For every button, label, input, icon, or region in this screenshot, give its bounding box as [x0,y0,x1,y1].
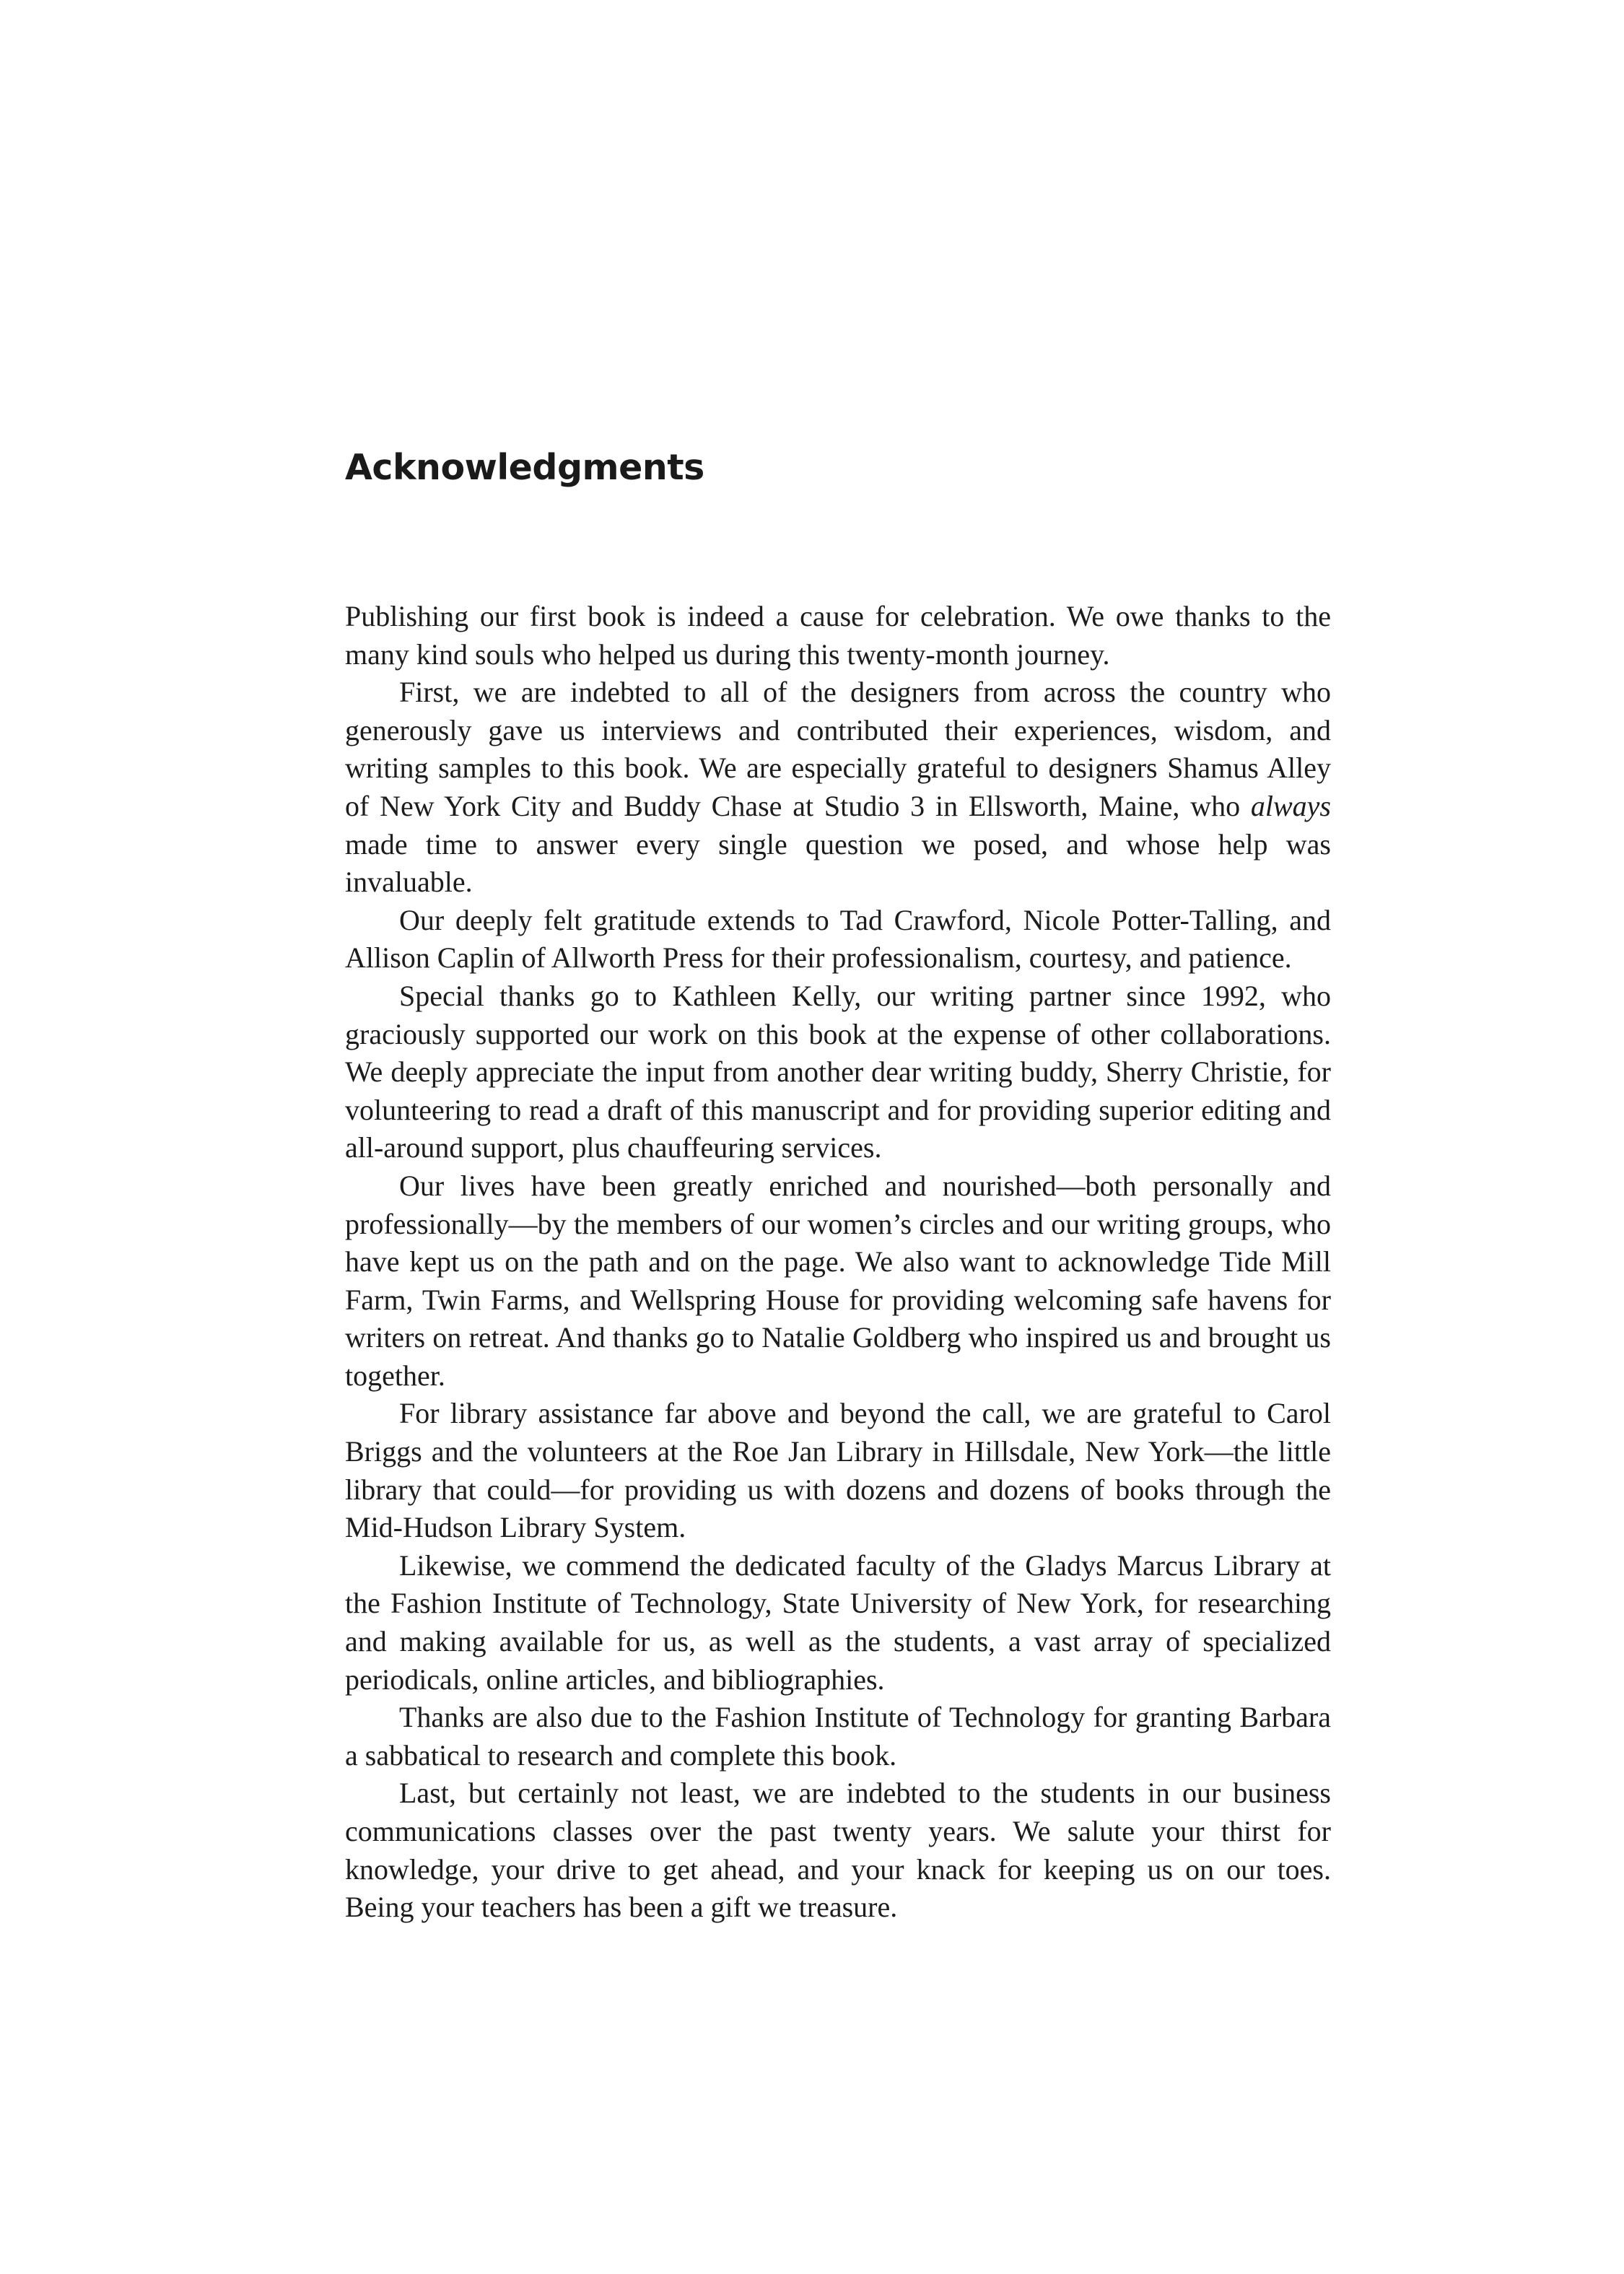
acknowledgments-body [345,598,1331,1927]
emphasis-always: always [1250,789,1331,822]
paragraph-designers-tail: made time to answer every single question we posed, and whose help was invaluable. [345,827,1331,899]
paragraph-circles-and-groups: Our lives have been greatly enriched and nourished—both personally and professionally—by the members of our women’s circles and our writing groups, who have kept us on the path and on the page. We also want to acknowledge Tide Mill Farm, Twin Farms, and Wellspring House for providing welcoming safe havens for writers on retreat. And thanks go to Natalie Goldberg who inspired us and brought us together. [345,1169,1331,1392]
paragraph-library-assistance: For library assistance far above and beyond the call, we are grateful to Carol Briggs and the volunteers at the Roe Jan Library in Hillsdale, New York—the little library that could—for providing us with dozens and dozens of books through the Mid-Hudson Library System. [345,1397,1331,1544]
paragraph-celebration: Publishing our first book is indeed a cause for celebration. We owe thanks to the many kind souls who helped us during this twenty-month journey. [345,600,1331,671]
paragraph-designers-lead: First, we are indebted to all of the designers from across the country who generously gave us interviews and contributed their experiences, wisdom, and writing samples to this book. We are especially grateful to designers Shamus Alley of New York City and Buddy Chase at Studio 3 in Ellsworth, Maine, who [345,676,1331,822]
paragraph-designers [345,674,1331,902]
paragraph-gladys-marcus-library: Likewise, we commend the dedicated faculty of the Gladys Marcus Library at the Fashion Institute of Technology, State University of New York, for researching and making available for us, as well as the students, a vast array of specialized periodicals, online articles, and bibliographies. [345,1548,1331,1696]
paragraph-students: Last, but certainly not least, we are indebted to the students in our business communications classes over the past twenty years. We salute your thirst for knowledge, your drive to get ahead, and your knack for keeping us on our toes. Being your teachers has been a gift we treasure. [345,1777,1331,1924]
paragraph-sabbatical: Thanks are also due to the Fashion Institute of Technology for granting Barbara a sabbatical to research and complete this book. [345,1701,1331,1772]
paragraph-special-thanks: Special thanks go to Kathleen Kelly, our writing partner since 1992, who graciously supported our work on this book at the expense of other collaborations. We deeply appreciate the input from another dear writing buddy, Sherry Christie, for volunteering to read a draft of this manuscript and for providing superior editing and all-around support, plus chauffeuring services. [345,979,1331,1164]
paragraph-allworth-press: Our deeply felt gratitude extends to Tad Crawford, Nicole Potter-Talling, and Allison Caplin of Allworth Press for their professionalism, courtesy, and patience. [345,903,1331,975]
page-title: Acknowledgments [345,447,704,488]
